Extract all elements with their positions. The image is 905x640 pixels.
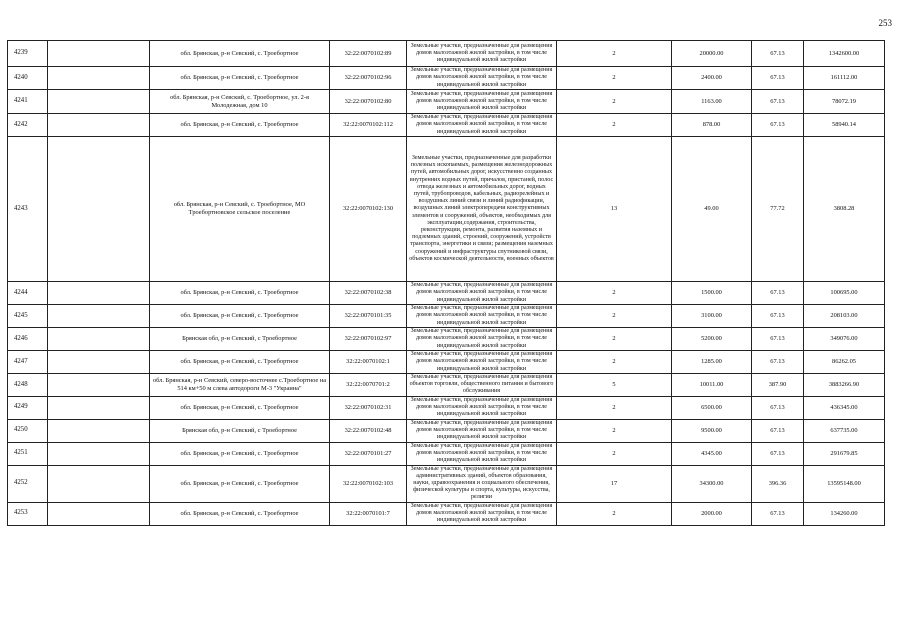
address-cell: обл. Брянская, р-н Севский, с. Троебортное bbox=[150, 396, 330, 419]
address-cell: обл. Брянская, р-н Севский, с. Троебортное, ул. 2-я Молодежная, дом 10 bbox=[150, 90, 330, 114]
table-row bbox=[8, 114, 885, 137]
row-number-cell: 4242 bbox=[8, 114, 48, 137]
row-number-cell: 4247 bbox=[8, 351, 48, 374]
cadastral-number-cell: 32:22:0070102:1 bbox=[330, 351, 407, 374]
cadastral-number-cell: 32:22:0070102:103 bbox=[330, 465, 407, 502]
group-number-cell: 2 bbox=[557, 90, 672, 114]
table-row bbox=[8, 442, 885, 465]
rate-cell: 67.13 bbox=[752, 419, 804, 442]
address-cell: обл. Брянская, р-н Севский, с. Троебортное, МО Троебортновское сельское поселение bbox=[150, 137, 330, 282]
address-cell: обл. Брянская, р-н Севский, с. Троебортное bbox=[150, 305, 330, 328]
address-cell: обл. Брянская, р-н Севский, с. Троебортное bbox=[150, 351, 330, 374]
rate-cell: 67.13 bbox=[752, 328, 804, 351]
rate-cell: 67.13 bbox=[752, 114, 804, 137]
rate-cell: 67.13 bbox=[752, 67, 804, 90]
area-cell: 2000.00 bbox=[672, 502, 752, 525]
land-use-cell: Земельные участки, предназначенные для размещения домов малоэтажной жилой застройки, в том числе индивидуальной жилой застройки bbox=[407, 41, 557, 67]
cadastral-value-cell: 100695.00 bbox=[804, 282, 885, 305]
empty-cell bbox=[48, 442, 150, 465]
area-cell: 20000.00 bbox=[672, 41, 752, 67]
cadastral-value-cell: 349076.00 bbox=[804, 328, 885, 351]
cadastral-value-cell: 58940.14 bbox=[804, 114, 885, 137]
cadastral-value-cell: 1342600.00 bbox=[804, 41, 885, 67]
area-cell: 1163.00 bbox=[672, 90, 752, 114]
group-number-cell: 17 bbox=[557, 465, 672, 502]
area-cell: 49.00 bbox=[672, 137, 752, 282]
rate-cell: 67.13 bbox=[752, 90, 804, 114]
area-cell: 1500.00 bbox=[672, 282, 752, 305]
table-row bbox=[8, 351, 885, 374]
page-number: 253 bbox=[878, 18, 892, 28]
address-cell: обл. Брянская, р-н Севский, с. Троебортное bbox=[150, 465, 330, 502]
land-use-cell: Земельные участки, предназначенные для размещения домов малоэтажной жилой застройки, в том числе индивидуальной жилой застройки bbox=[407, 328, 557, 351]
area-cell: 10011.00 bbox=[672, 374, 752, 397]
land-use-cell: Земельные участки, предназначенные для разработки полезных ископаемых, размещения железнодорожных путей, автомобильных дорог, искусственно созданных внутренних водных путей, причалов, пристаней, полос отвода железных и автомобильных дорог, водных путей, трубопроводов, кабельных, радиорелейных и воздушных линий связи и линий радиофикации, воздушных линий электропередачи конструктивных элементов и сооружений, объектов, необходимых для эксплуатации,содержания, строительства, реконструкции, ремонта, развития наземных и подземных зданий, строений, сооружений, устройств транспорта, энергетики и связи; размещения наземных сооружений и инфраструктуры спутниковой связи, объектов космической деятельности, военных объектов bbox=[407, 137, 557, 282]
cadastral-value-cell: 13595148.00 bbox=[804, 465, 885, 502]
cadastral-number-cell: 32:22:0070102:31 bbox=[330, 396, 407, 419]
cadastral-number-cell: 32:22:0070102:112 bbox=[330, 114, 407, 137]
land-use-cell: Земельные участки, предназначенные для размещения домов малоэтажной жилой застройки, в том числе индивидуальной жилой застройки bbox=[407, 282, 557, 305]
area-cell: 3100.00 bbox=[672, 305, 752, 328]
land-use-cell: Земельные участки, предназначенные для размещения домов малоэтажной жилой застройки, в том числе индивидуальной жилой застройки bbox=[407, 90, 557, 114]
table-row bbox=[8, 328, 885, 351]
cadastral-number-cell: 32:22:0070102:97 bbox=[330, 328, 407, 351]
row-number-cell: 4241 bbox=[8, 90, 48, 114]
row-number-cell: 4246 bbox=[8, 328, 48, 351]
group-number-cell: 2 bbox=[557, 114, 672, 137]
cadastral-number-cell: 32:22:0070101:27 bbox=[330, 442, 407, 465]
group-number-cell: 5 bbox=[557, 374, 672, 397]
cadastral-value-cell: 78072.19 bbox=[804, 90, 885, 114]
land-use-cell: Земельные участки, предназначенные для размещения административных зданий, объектов образования, науки, здравоохранения и социального обеспечения, физической культуры и спорта, культуры, искусства, религии bbox=[407, 465, 557, 502]
cadastral-number-cell: 32:22:0070101:35 bbox=[330, 305, 407, 328]
cadastral-value-cell: 637735.00 bbox=[804, 419, 885, 442]
address-cell: обл. Брянская, р-н Севский, северо-восточнее с.Троебортное на 514 км+50 м слева автодороги М-3 "Украина" bbox=[150, 374, 330, 397]
area-cell: 878.00 bbox=[672, 114, 752, 137]
table-body bbox=[8, 41, 885, 526]
row-number-cell: 4240 bbox=[8, 67, 48, 90]
empty-cell bbox=[48, 67, 150, 90]
cadastral-number-cell: 32:22:0070102:96 bbox=[330, 67, 407, 90]
empty-cell bbox=[48, 41, 150, 67]
table-row bbox=[8, 67, 885, 90]
table-row bbox=[8, 282, 885, 305]
cadastral-value-cell: 3883266.90 bbox=[804, 374, 885, 397]
address-cell: обл. Брянская, р-н Севский, с. Троебортное bbox=[150, 282, 330, 305]
land-registry-table bbox=[7, 40, 885, 526]
row-number-cell: 4250 bbox=[8, 419, 48, 442]
group-number-cell: 2 bbox=[557, 305, 672, 328]
empty-cell bbox=[48, 90, 150, 114]
area-cell: 1285.00 bbox=[672, 351, 752, 374]
cadastral-number-cell: 32:22:0070102:48 bbox=[330, 419, 407, 442]
address-cell: обл. Брянская, р-н Севский, с. Троебортное bbox=[150, 502, 330, 525]
cadastral-number-cell: 32:22:0070101:7 bbox=[330, 502, 407, 525]
cadastral-value-cell: 208103.00 bbox=[804, 305, 885, 328]
cadastral-value-cell: 291679.85 bbox=[804, 442, 885, 465]
land-use-cell: Земельные участки, предназначенные для размещения домов малоэтажной жилой застройки, в том числе индивидуальной жилой застройки bbox=[407, 67, 557, 90]
cadastral-value-cell: 161112.00 bbox=[804, 67, 885, 90]
land-use-cell: Земельные участки, предназначенные для размещения домов малоэтажной жилой застройки, в том числе индивидуальной жилой застройки bbox=[407, 502, 557, 525]
rate-cell: 396.36 bbox=[752, 465, 804, 502]
row-number-cell: 4252 bbox=[8, 465, 48, 502]
empty-cell bbox=[48, 328, 150, 351]
row-number-cell: 4248 bbox=[8, 374, 48, 397]
address-cell: обл. Брянская, р-н Севский, с. Троебортное bbox=[150, 41, 330, 67]
rate-cell: 67.13 bbox=[752, 396, 804, 419]
group-number-cell: 2 bbox=[557, 502, 672, 525]
table-row bbox=[8, 90, 885, 114]
row-number-cell: 4239 bbox=[8, 41, 48, 67]
cadastral-number-cell: 32:22:0070102:38 bbox=[330, 282, 407, 305]
row-number-cell: 4245 bbox=[8, 305, 48, 328]
land-use-cell: Земельные участки, предназначенные для размещения объектов торговли, общественного питания и бытового обслуживания bbox=[407, 374, 557, 397]
rate-cell: 67.13 bbox=[752, 282, 804, 305]
empty-cell bbox=[48, 419, 150, 442]
area-cell: 5200.00 bbox=[672, 328, 752, 351]
cadastral-value-cell: 3808.28 bbox=[804, 137, 885, 282]
address-cell: Брянская обл, р-н Севский, с Троебортное bbox=[150, 328, 330, 351]
table-row bbox=[8, 465, 885, 502]
empty-cell bbox=[48, 305, 150, 328]
address-cell: обл. Брянская, р-н Севский, с. Троебортное bbox=[150, 442, 330, 465]
land-use-cell: Земельные участки, предназначенные для размещения домов малоэтажной жилой застройки, в том числе индивидуальной жилой застройки bbox=[407, 419, 557, 442]
land-use-cell: Земельные участки, предназначенные для размещения домов малоэтажной жилой застройки, в том числе индивидуальной жилой застройки bbox=[407, 396, 557, 419]
cadastral-number-cell: 32:22:0070701:2 bbox=[330, 374, 407, 397]
group-number-cell: 2 bbox=[557, 282, 672, 305]
table-row bbox=[8, 419, 885, 442]
empty-cell bbox=[48, 396, 150, 419]
table-row bbox=[8, 374, 885, 397]
rate-cell: 387.90 bbox=[752, 374, 804, 397]
group-number-cell: 13 bbox=[557, 137, 672, 282]
table-row bbox=[8, 396, 885, 419]
group-number-cell: 2 bbox=[557, 396, 672, 419]
land-use-cell: Земельные участки, предназначенные для размещения домов малоэтажной жилой застройки, в том числе индивидуальной жилой застройки bbox=[407, 442, 557, 465]
table-row bbox=[8, 305, 885, 328]
empty-cell bbox=[48, 282, 150, 305]
table-row bbox=[8, 41, 885, 67]
row-number-cell: 4253 bbox=[8, 502, 48, 525]
land-use-cell: Земельные участки, предназначенные для размещения домов малоэтажной жилой застройки, в том числе индивидуальной жилой застройки bbox=[407, 305, 557, 328]
group-number-cell: 2 bbox=[557, 41, 672, 67]
cadastral-value-cell: 86262.05 bbox=[804, 351, 885, 374]
row-number-cell: 4243 bbox=[8, 137, 48, 282]
row-number-cell: 4251 bbox=[8, 442, 48, 465]
group-number-cell: 2 bbox=[557, 442, 672, 465]
area-cell: 9500.00 bbox=[672, 419, 752, 442]
area-cell: 4345.00 bbox=[672, 442, 752, 465]
address-cell: Брянская обл, р-н Севский, с Троебортное bbox=[150, 419, 330, 442]
area-cell: 34300.00 bbox=[672, 465, 752, 502]
empty-cell bbox=[48, 465, 150, 502]
empty-cell bbox=[48, 502, 150, 525]
group-number-cell: 2 bbox=[557, 328, 672, 351]
rate-cell: 67.13 bbox=[752, 305, 804, 328]
address-cell: обл. Брянская, р-н Севский, с. Троебортное bbox=[150, 67, 330, 90]
cadastral-number-cell: 32:22:0070102:130 bbox=[330, 137, 407, 282]
area-cell: 2400.00 bbox=[672, 67, 752, 90]
empty-cell bbox=[48, 137, 150, 282]
cadastral-number-cell: 32:22:0070102:80 bbox=[330, 90, 407, 114]
area-cell: 6500.00 bbox=[672, 396, 752, 419]
rate-cell: 67.13 bbox=[752, 351, 804, 374]
address-cell: обл. Брянская, р-н Севский, с. Троебортное bbox=[150, 114, 330, 137]
rate-cell: 67.13 bbox=[752, 502, 804, 525]
row-number-cell: 4249 bbox=[8, 396, 48, 419]
table-row bbox=[8, 137, 885, 282]
cadastral-value-cell: 436345.00 bbox=[804, 396, 885, 419]
empty-cell bbox=[48, 374, 150, 397]
rate-cell: 77.72 bbox=[752, 137, 804, 282]
empty-cell bbox=[48, 114, 150, 137]
cadastral-number-cell: 32:22:0070102:89 bbox=[330, 41, 407, 67]
rate-cell: 67.13 bbox=[752, 41, 804, 67]
group-number-cell: 2 bbox=[557, 67, 672, 90]
group-number-cell: 2 bbox=[557, 419, 672, 442]
empty-cell bbox=[48, 351, 150, 374]
table-row bbox=[8, 502, 885, 525]
group-number-cell: 2 bbox=[557, 351, 672, 374]
land-use-cell: Земельные участки, предназначенные для размещения домов малоэтажной жилой застройки, в том числе индивидуальной жилой застройки bbox=[407, 114, 557, 137]
row-number-cell: 4244 bbox=[8, 282, 48, 305]
rate-cell: 67.13 bbox=[752, 442, 804, 465]
cadastral-value-cell: 134260.00 bbox=[804, 502, 885, 525]
land-use-cell: Земельные участки, предназначенные для размещения домов малоэтажной жилой застройки, в том числе индивидуальной жилой застройки bbox=[407, 351, 557, 374]
